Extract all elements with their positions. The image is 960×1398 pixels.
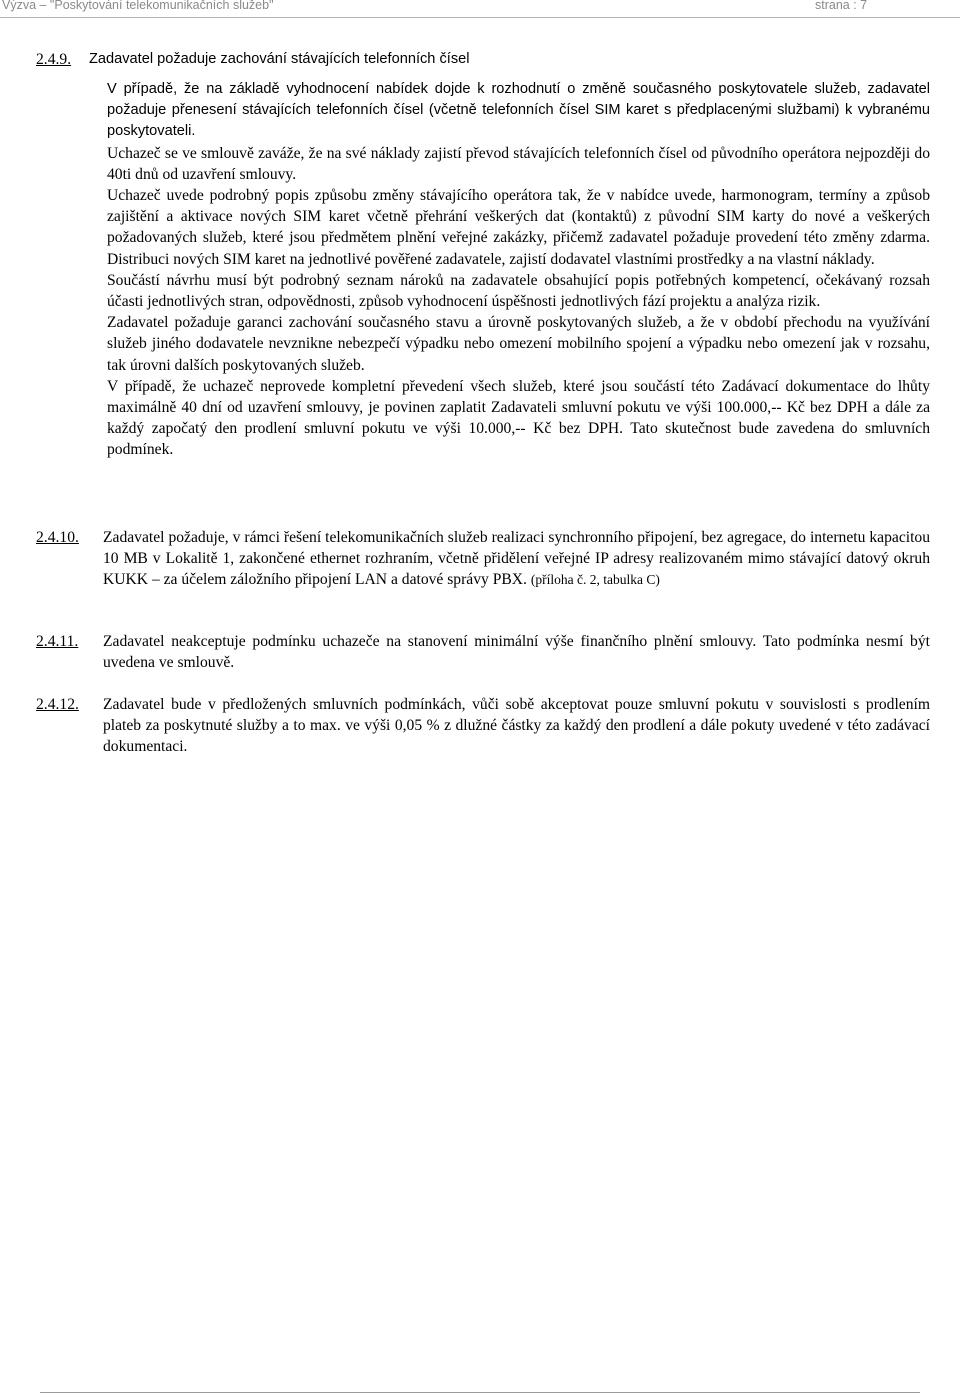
paragraph: Zadavatel požaduje garanci zachování současného stavu a úrovně poskytovaných služeb, a že v období přechodu na využívání služeb jiného dodavatele nevznikne nebezpečí výpadku nebo omezení mobilního spojení a výpadku nebo omezení jak v rozsahu, tak úrovni dalších poskytovaných služeb. <box>107 314 930 374</box>
section-2-4-11 <box>36 631 930 673</box>
attachment-note: (příloha č. 2, tabulka C) <box>530 572 660 588</box>
header-divider <box>0 17 960 18</box>
paragraph: Uchazeč se ve smlouvě zaváže, že na své náklady zajistí převod stávajících telefonních čísel od původního operátora nejpozději do 40ti dnů od uzavření smlouvy. <box>107 144 930 183</box>
section-body <box>103 694 930 758</box>
footer-divider <box>40 1392 920 1393</box>
section-number: 2.4.12. <box>36 696 79 713</box>
running-header <box>0 0 960 14</box>
paragraph: Uchazeč uvede podrobný popis způsobu změny stávajícího operátora tak, že v nabídce uvede, harmonogram, termíny a způsob zajištění a aktivace nových SIM karet včetně přehrání veškerých dat (kontaktů) z původní SIM karty do nové a veškerých požadovaných služeb, které jsou předmětem plnění veřejné zakázky, přičemž zadavatel požaduje provedení této změny zdarma. Distribuci nových SIM karet na jednotlivé pověřené zadavatele, zajistí dodavatel vlastními prostředky a na vlastní náklady. <box>107 187 930 268</box>
section-body <box>107 49 930 461</box>
paragraph: Zadavatel neakceptuje podmínku uchazeče na stanovení minimální výše finančního plnění smlouvy. Tato podmínka nesmí být uvedena ve smlouvě. <box>103 633 930 672</box>
section-body <box>103 631 930 673</box>
header-title: Výzva – "Poskytování telekomunikačních služeb" <box>2 0 274 12</box>
section-number: 2.4.9. <box>36 51 72 68</box>
header-page-number: strana : 7 <box>815 0 868 12</box>
section-number: 2.4.11. <box>36 633 79 650</box>
section-2-4-9 <box>36 49 930 461</box>
paragraph-text: Zadavatel požaduje, v rámci řešení telekomunikačních služeb realizaci synchronního připojení, bez agregace, do internetu kapacitou 10 MB v Lokalitě 1, zakončené ethernet rozhraním, včetně přidělení veřejné IP adresy realizovaném mimo stávající datový okruh KUKK – za účelem záložního připojení LAN a datové správy PBX. <box>103 529 930 589</box>
section-2-4-12 <box>36 694 930 758</box>
paragraph: V případě, že na základě vyhodnocení nabídek dojde k rozhodnutí o změně současného poskytovatele služeb, zadavatel požaduje přenesení stávajících telefonních čísel (včetně telefonních čísel SIM karet s předplacenými službami) k vybranému poskytovateli. <box>107 81 930 140</box>
paragraph: Zadavatel bude v předložených smluvních podmínkách, vůči sobě akceptovat pouze smluvní pokutu v souvislosti s prodlením plateb za poskytnuté služby a to max. ve výši 0,05 % z dlužné částky za každý den prodlení a dále pokuty uvedené v této zadávací dokumentaci. <box>103 696 930 756</box>
section-body <box>103 527 930 591</box>
paragraph <box>103 527 930 591</box>
section-heading: Zadavatel požaduje zachování stávajících telefonních čísel <box>89 51 470 67</box>
section-2-4-10 <box>36 527 930 591</box>
paragraph: Součástí návrhu musí být podrobný seznam nároků na zadavatele obsahující popis potřebných kompetencí, očekávaný rozsah účasti jednotlivých stran, odpovědnosti, způsob vyhodnocení úspěšnosti jednotlivých fází projektu a analýza rizik. <box>107 271 930 311</box>
section-number: 2.4.10. <box>36 529 79 546</box>
paragraph: V případě, že uchazeč neprovede kompletní převedení všech služeb, které jsou součástí této Zadávací dokumentace do lhůty maximálně 40 dní od uzavření smlouvy, je povinen zaplatit Zadavateli smluvní pokutu ve výši 100.000,-- Kč bez DPH a dále za každý započatý den prodlení smluvní pokutu ve výši 10.000,-- Kč bez DPH. Tato skutečnost bude zavedena do smluvních podmínek. <box>107 377 930 459</box>
